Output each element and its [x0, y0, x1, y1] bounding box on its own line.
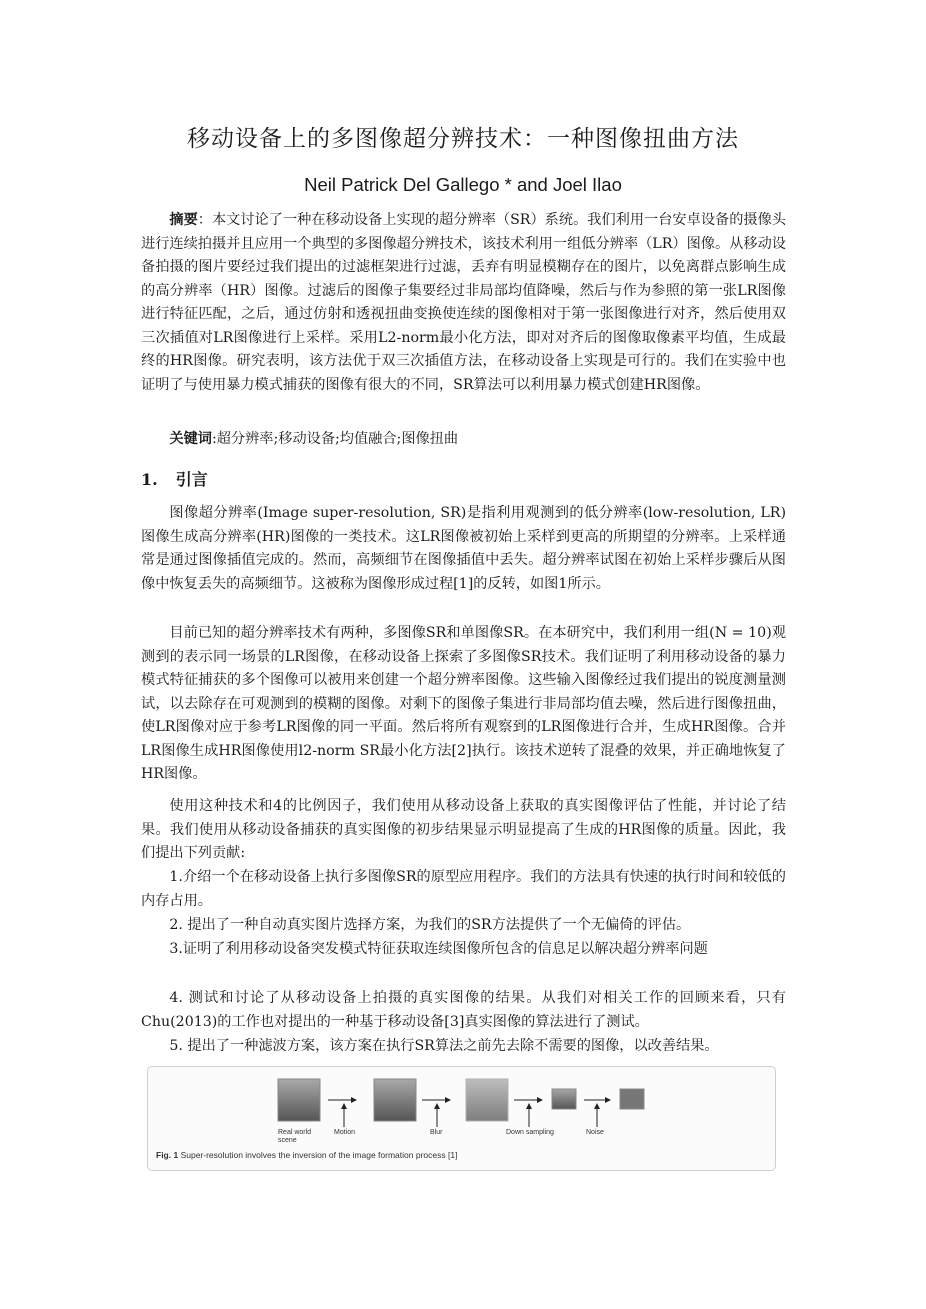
section-title: 引言 — [175, 470, 208, 489]
contribution-5: 5. 提出了一种滤波方案，该方案在执行SR算法之前先去除不需要的图像，以改善结果。 — [169, 1038, 719, 1054]
figure-caption — [156, 1150, 457, 1160]
stage-label-scene: Real world scene — [278, 1129, 312, 1144]
caption-text: Super-resolution involves the inversion of the image formation process [1] — [178, 1150, 458, 1160]
intro-paragraph-2: 目前已知的超分辨率技术有两种，多图像SR和单图像SR。在本研究中，我们利用一组(N = 10)观测到的表示同一场景的LR图像，在移动设备上探索了多图像SR技术。我们证明了利用移动设备的暴力模式特征捕获的多个图像可以被用来创建一个超分辨率图像。这些输入图像经过我们提出的锐度测量测试，以去除存在可观测到的模糊的图像。对剩下的图像子集进行非局部均值去噪，然后进行图像扭曲，使LR图像对应于参考LR图像的同一平面。然后将所有观察到的LR图像进行合并，生成HR图像。合并LR图像生成HR图像使用l2-norm SR最小化方法[2]执行。该技术逆转了混叠的效果，并正确地恢复了HR图像。 — [141, 625, 786, 782]
section-heading — [141, 467, 208, 490]
abstract-text: ：本文讨论了一种在移动设备上实现的超分辨率（SR）系统。我们利用一台安卓设备的摄像头进行连续拍摄并且应用一个典型的多图像超分辨技术，该技术利用一组低分辨率（LR）图像。从移动设备拍摄的图片要经过我们提出的过滤框架进行过滤，丢弃有明显模糊存在的图片，以免离群点影响生成的高分辨率（HR）图像。过滤后的图像子集要经过非局部均值降噪，然后与作为参照的第一张LR图像进行特征匹配，之后，通过仿射和透视扭曲变换使连续的图像相对于第一张图像进行对齐，然后使用双三次插值对LR图像进行上采样。采用L2-norm最小化方法，即对对齐后的图像取像素平均值，生成最终的HR图像。研究表明，该方法优于双三次插值方法，在移动设备上实现是可行的。我们在实验中也证明了与使用暴力模式捕获的图像有很大的不同，SR算法可以利用暴力模式创建HR图像。 — [141, 212, 786, 393]
figure-diagram — [148, 1067, 775, 1147]
blur-image — [466, 1079, 508, 1121]
motion-image — [374, 1079, 416, 1121]
stage-label-blur: Blur — [430, 1129, 443, 1136]
contribution-3: 3.证明了利用移动设备突发模式特征获取连续图像所包含的信息足以解决超分辨率问题 — [169, 941, 708, 957]
abstract-label: 摘要 — [169, 212, 198, 228]
keywords — [141, 428, 786, 452]
keywords-label: 关键词 — [169, 431, 212, 447]
contribution-4: 4. 测试和讨论了从移动设备上拍摄的真实图像的结果。从我们对相关工作的回顾来看，只有Chu(2013)的工作也对提出的一种基于移动设备[3]真实图像的算法进行了测试。 — [141, 990, 786, 1030]
figure-1 — [147, 1066, 776, 1171]
intro-paragraph-1: 图像超分辨率(Image super-resolution, SR)是指利用观测到的低分辨率(low-resolution, LR)图像生成高分辨率(HR)图像的一类技术。这LR图像被初始上采样到更高的所期望的分辨率。上采样通常是通过图像插值完成的。然而，高频细节在图像插值中丢失。超分辨率试图在初始上采样步骤后从图像中恢复丢失的高频细节。这被称为图像形成过程[1]的反转，如图1所示。 — [141, 505, 786, 592]
section-number: 1. — [141, 470, 158, 489]
caption-label: Fig. 1 — [156, 1150, 179, 1160]
keywords-text: :超分辨率;移动设备;均值融合;图像扭曲 — [211, 431, 459, 447]
stage-label-downsampling: Down sampling — [506, 1129, 554, 1136]
scene-image — [278, 1079, 320, 1121]
stage-label-noise: Noise — [586, 1129, 604, 1136]
intro-paragraph-3: 使用这种技术和4的比例因子，我们使用从移动设备上获取的真实图像评估了性能，并讨论了结果。我们使用从移动设备捕获的真实图像的初步结果显示明显提高了生成的HR图像的质量。因此，我们提出下列贡献: — [141, 798, 786, 861]
paper-authors: Neil Patrick Del Gallego * and Joel Ilao — [304, 174, 622, 195]
downsampled-image — [552, 1089, 576, 1109]
stage-label-motion: Motion — [334, 1129, 356, 1136]
noisy-image — [620, 1089, 644, 1109]
contribution-2: 2. 提出了一种自动真实图片选择方案，为我们的SR方法提供了一个无偏倚的评估。 — [169, 917, 691, 933]
abstract — [141, 209, 786, 397]
paper-title: 移动设备上的多图像超分辨技术：一种图像扭曲方法 — [187, 126, 739, 152]
contribution-1: 1.介绍一个在移动设备上执行多图像SR的原型应用程序。我们的方法具有快速的执行时间和较低的内存占用。 — [141, 869, 786, 909]
